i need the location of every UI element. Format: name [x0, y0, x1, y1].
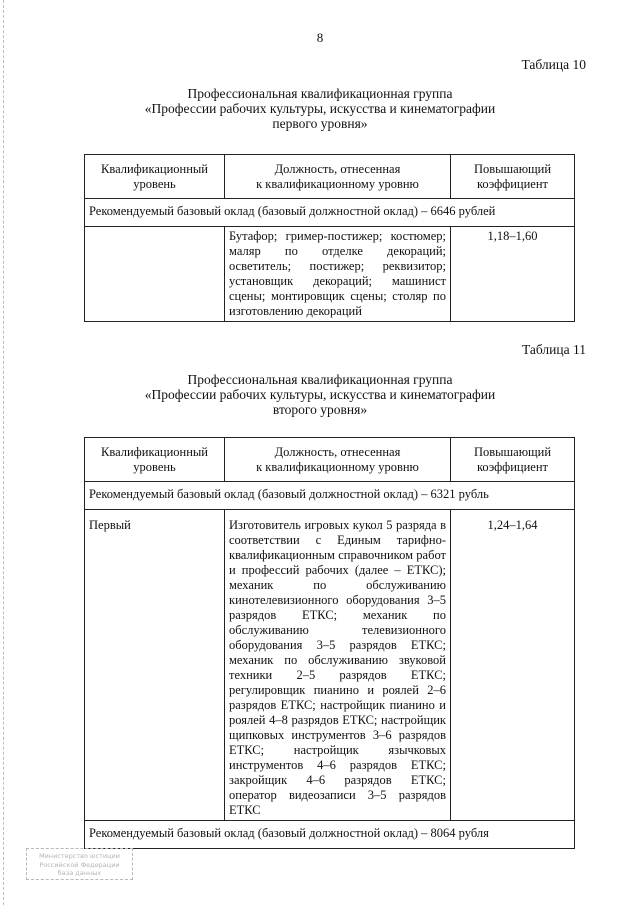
header-coefficient-line-2: коэффициент: [476, 459, 549, 474]
salary-row: [85, 482, 575, 510]
header-position-line-2: к квалификационному уровню: [256, 176, 419, 191]
registry-stamp: [26, 848, 133, 880]
header-position-line-2: к квалификационному уровню: [256, 459, 419, 474]
header-level: [85, 155, 225, 199]
table-row: [85, 510, 575, 821]
salary-text-2: Рекомендуемый базовый оклад (базовый должностной оклад) – 8064 рубля: [85, 821, 575, 849]
header-position: [225, 155, 451, 199]
header-position-line-1: Должность, отнесенная: [274, 161, 401, 176]
header-coefficient-line-1: Повышающий: [473, 444, 552, 459]
row-positions: Бутафор; гример-постижер; костюмер; маляр по отделке декораций; осветитель; постижер; реквизитор; установщик декораций; машинист сцены; монтировщик сцены; столяр по изготовлению декораций: [225, 227, 451, 322]
table-11-title: [90, 372, 550, 417]
table-10-title: [90, 86, 550, 131]
stamp-line-3: база данных: [57, 869, 102, 877]
salary-text: Рекомендуемый базовый оклад (базовый должностной оклад) – 6321 рубль: [85, 482, 575, 510]
scan-edge-line: [3, 0, 4, 905]
header-level-line-1: Квалификационный: [101, 444, 208, 459]
table-11-title-line-2: «Профессии рабочих культуры, искусства и кинематографии: [144, 387, 496, 402]
salary-row: [85, 199, 575, 227]
header-coefficient-line-2: коэффициент: [476, 176, 549, 191]
table-10-title-line-3: первого уровня»: [272, 116, 368, 131]
table-header-row: [85, 155, 575, 199]
header-coefficient-line-1: Повышающий: [473, 161, 552, 176]
row-level: [85, 227, 225, 322]
row-level: Первый: [85, 510, 225, 821]
row-coefficient: 1,24–1,64: [451, 510, 575, 821]
header-coefficient: [451, 438, 575, 482]
table-header-row: [85, 438, 575, 482]
table-10-title-line-2: «Профессии рабочих культуры, искусства и кинематографии: [144, 101, 496, 116]
table-11: [84, 437, 575, 849]
header-position: [225, 438, 451, 482]
table-11-label: Таблица 11: [522, 342, 586, 357]
header-level-line-2: уровень: [133, 176, 176, 191]
row-positions: Изготовитель игровых кукол 5 разряда в соответствии с Единым тарифно-квалификационным справочником работ и профессий рабочих (далее – ЕТКС); механик по обслуживанию кинотелевизионного оборудования 3–5 разрядов ЕТКС; механик по обслуживанию телевизионного оборудования 3–5 разрядов ЕТКС; механик по обслуживанию звуковой техники 2–5 разрядов ЕТКС; регулировщик пианино и роялей 2–6 разрядов ЕТКС; настройщик пианино и роялей 4–8 разрядов ЕТКС; настройщик щипковых инструментов 3–6 разрядов ЕТКС; настройщик язычковых инструментов 4–6 разрядов ЕТКС; закройщик 4–6 разрядов ЕТКС; оператор видеозаписи 3–5 разрядов ЕТКС: [225, 510, 451, 821]
header-coefficient: [451, 155, 575, 199]
header-level-line-1: Квалификационный: [101, 161, 208, 176]
table-11-title-line-1: Профессиональная квалификационная группа: [187, 372, 453, 387]
table-10: [84, 154, 575, 322]
header-position-line-1: Должность, отнесенная: [274, 444, 401, 459]
stamp-line-1: Министерство юстиции: [39, 852, 120, 860]
table-row: [85, 227, 575, 322]
header-level-line-2: уровень: [133, 459, 176, 474]
salary-text: Рекомендуемый базовый оклад (базовый должностной оклад) – 6646 рублей: [85, 199, 575, 227]
page-number: 8: [316, 30, 324, 45]
header-level: [85, 438, 225, 482]
table-10-title-line-1: Профессиональная квалификационная группа: [187, 86, 453, 101]
row-coefficient: 1,18–1,60: [451, 227, 575, 322]
salary-row: [85, 821, 575, 849]
table-11-title-line-3: второго уровня»: [272, 402, 368, 417]
stamp-line-2: Российской Федерации: [39, 860, 120, 869]
table-10-label: Таблица 10: [521, 57, 586, 72]
